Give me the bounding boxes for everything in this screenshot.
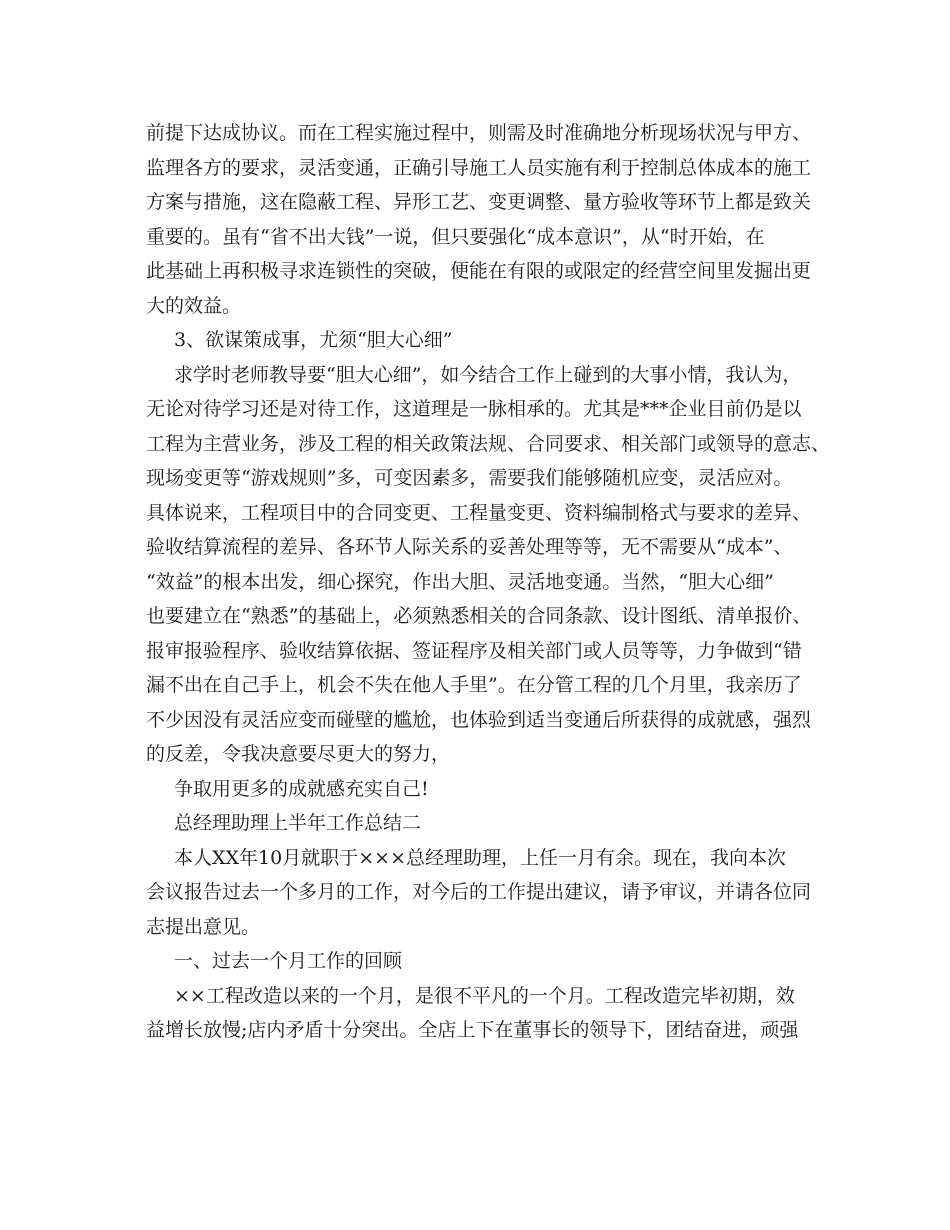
- text-line: 前提下达成协议。而在工程实施过程中，则需及时准确地分析现场状况与甲方、: [146, 122, 812, 144]
- text-line: 方案与措施，这在隐蔽工程、异形工艺、变更调整、量方验收等环节上都是致关: [146, 191, 812, 213]
- text-line: 3、欲谋策成事，尤须“胆大心细”: [174, 329, 453, 351]
- text-line: 工程为主营业务，涉及工程的相关政策法规、合同要求、相关部门或领导的意志、: [146, 432, 831, 455]
- text-line: 现场变更等“游戏规则”多，可变因素多，需要我们能够随机应变，灵活应对。: [146, 467, 793, 489]
- text-line: 验收结算流程的差异、各环节人际关系的妥善处理等等，无不需要从“成本”、: [146, 536, 793, 558]
- text-line: 也要建立在“熟悉”的基础上，必须熟悉相关的合同条款、设计图纸、清单报价、: [146, 605, 812, 627]
- text-line: 本人XX年10月就职于×××总经理助理，上任一月有余。现在，我向本次: [174, 846, 786, 869]
- text-line: “效益”的根本出发，细心探究，作出大胆、灵活地变通。当然，“胆大心细”: [146, 570, 774, 593]
- text-line: 争取用更多的成就感充实自己!: [174, 777, 429, 800]
- text-line: 报审报验程序、验收结算依据、签证程序及相关部门或人员等等，力争做到“错: [146, 639, 802, 662]
- text-line: 大的效益。: [146, 294, 242, 317]
- text-line: 的反差，令我决意要尽更大的努力，: [146, 743, 451, 765]
- text-line: 益增长放慢;店内矛盾十分突出。全店上下在董事长的领导下，团结奋进，顽强: [146, 1019, 799, 1041]
- text-line: 总经理助理上半年工作总结二: [174, 812, 422, 834]
- document-body: [146, 116, 831, 1048]
- text-line: ××工程改造以来的一个月，是很不平凡的一个月。工程改造完毕初期，效: [174, 984, 795, 1007]
- text-line: 监理各方的要求，灵活变通，正确引导施工人员实施有利于控制总体成本的施工: [146, 156, 812, 179]
- text-line: 志提出意见。: [146, 915, 261, 938]
- text-line: 不少因没有灵活应变而碰壁的尴尬，也体验到适当变通后所获得的成就感，强烈: [146, 708, 812, 731]
- text-line: 重要的。虽有“省不出大钱”一说，但只要强化“成本意识”，从“时开始，在: [146, 225, 765, 248]
- text-line: 具体说来，工程项目中的合同变更、工程量变更、资料编制格式与要求的差异、: [146, 501, 812, 524]
- text-line: 会议报告过去一个多月的工作，对今后的工作提出建议，请予审议，并请各位同: [146, 881, 812, 903]
- text-line: 无论对待学习还是对待工作，这道理是一脉相承的。尤其是***企业目前仍是以: [146, 398, 802, 420]
- text-line: 求学时老师教导要“胆大心细”，如今结合工作上碰到的大事小情，我认为，: [174, 363, 802, 386]
- text-line: 此基础上再积极寻求连锁性的突破，便能在有限的或限定的经营空间里发掘出更: [146, 260, 812, 282]
- text-line: 一、过去一个月工作的回顾: [174, 950, 403, 972]
- text-line: 漏不出在自己手上，机会不失在他人手里”。在分管工程的几个月里，我亲历了: [146, 674, 802, 696]
